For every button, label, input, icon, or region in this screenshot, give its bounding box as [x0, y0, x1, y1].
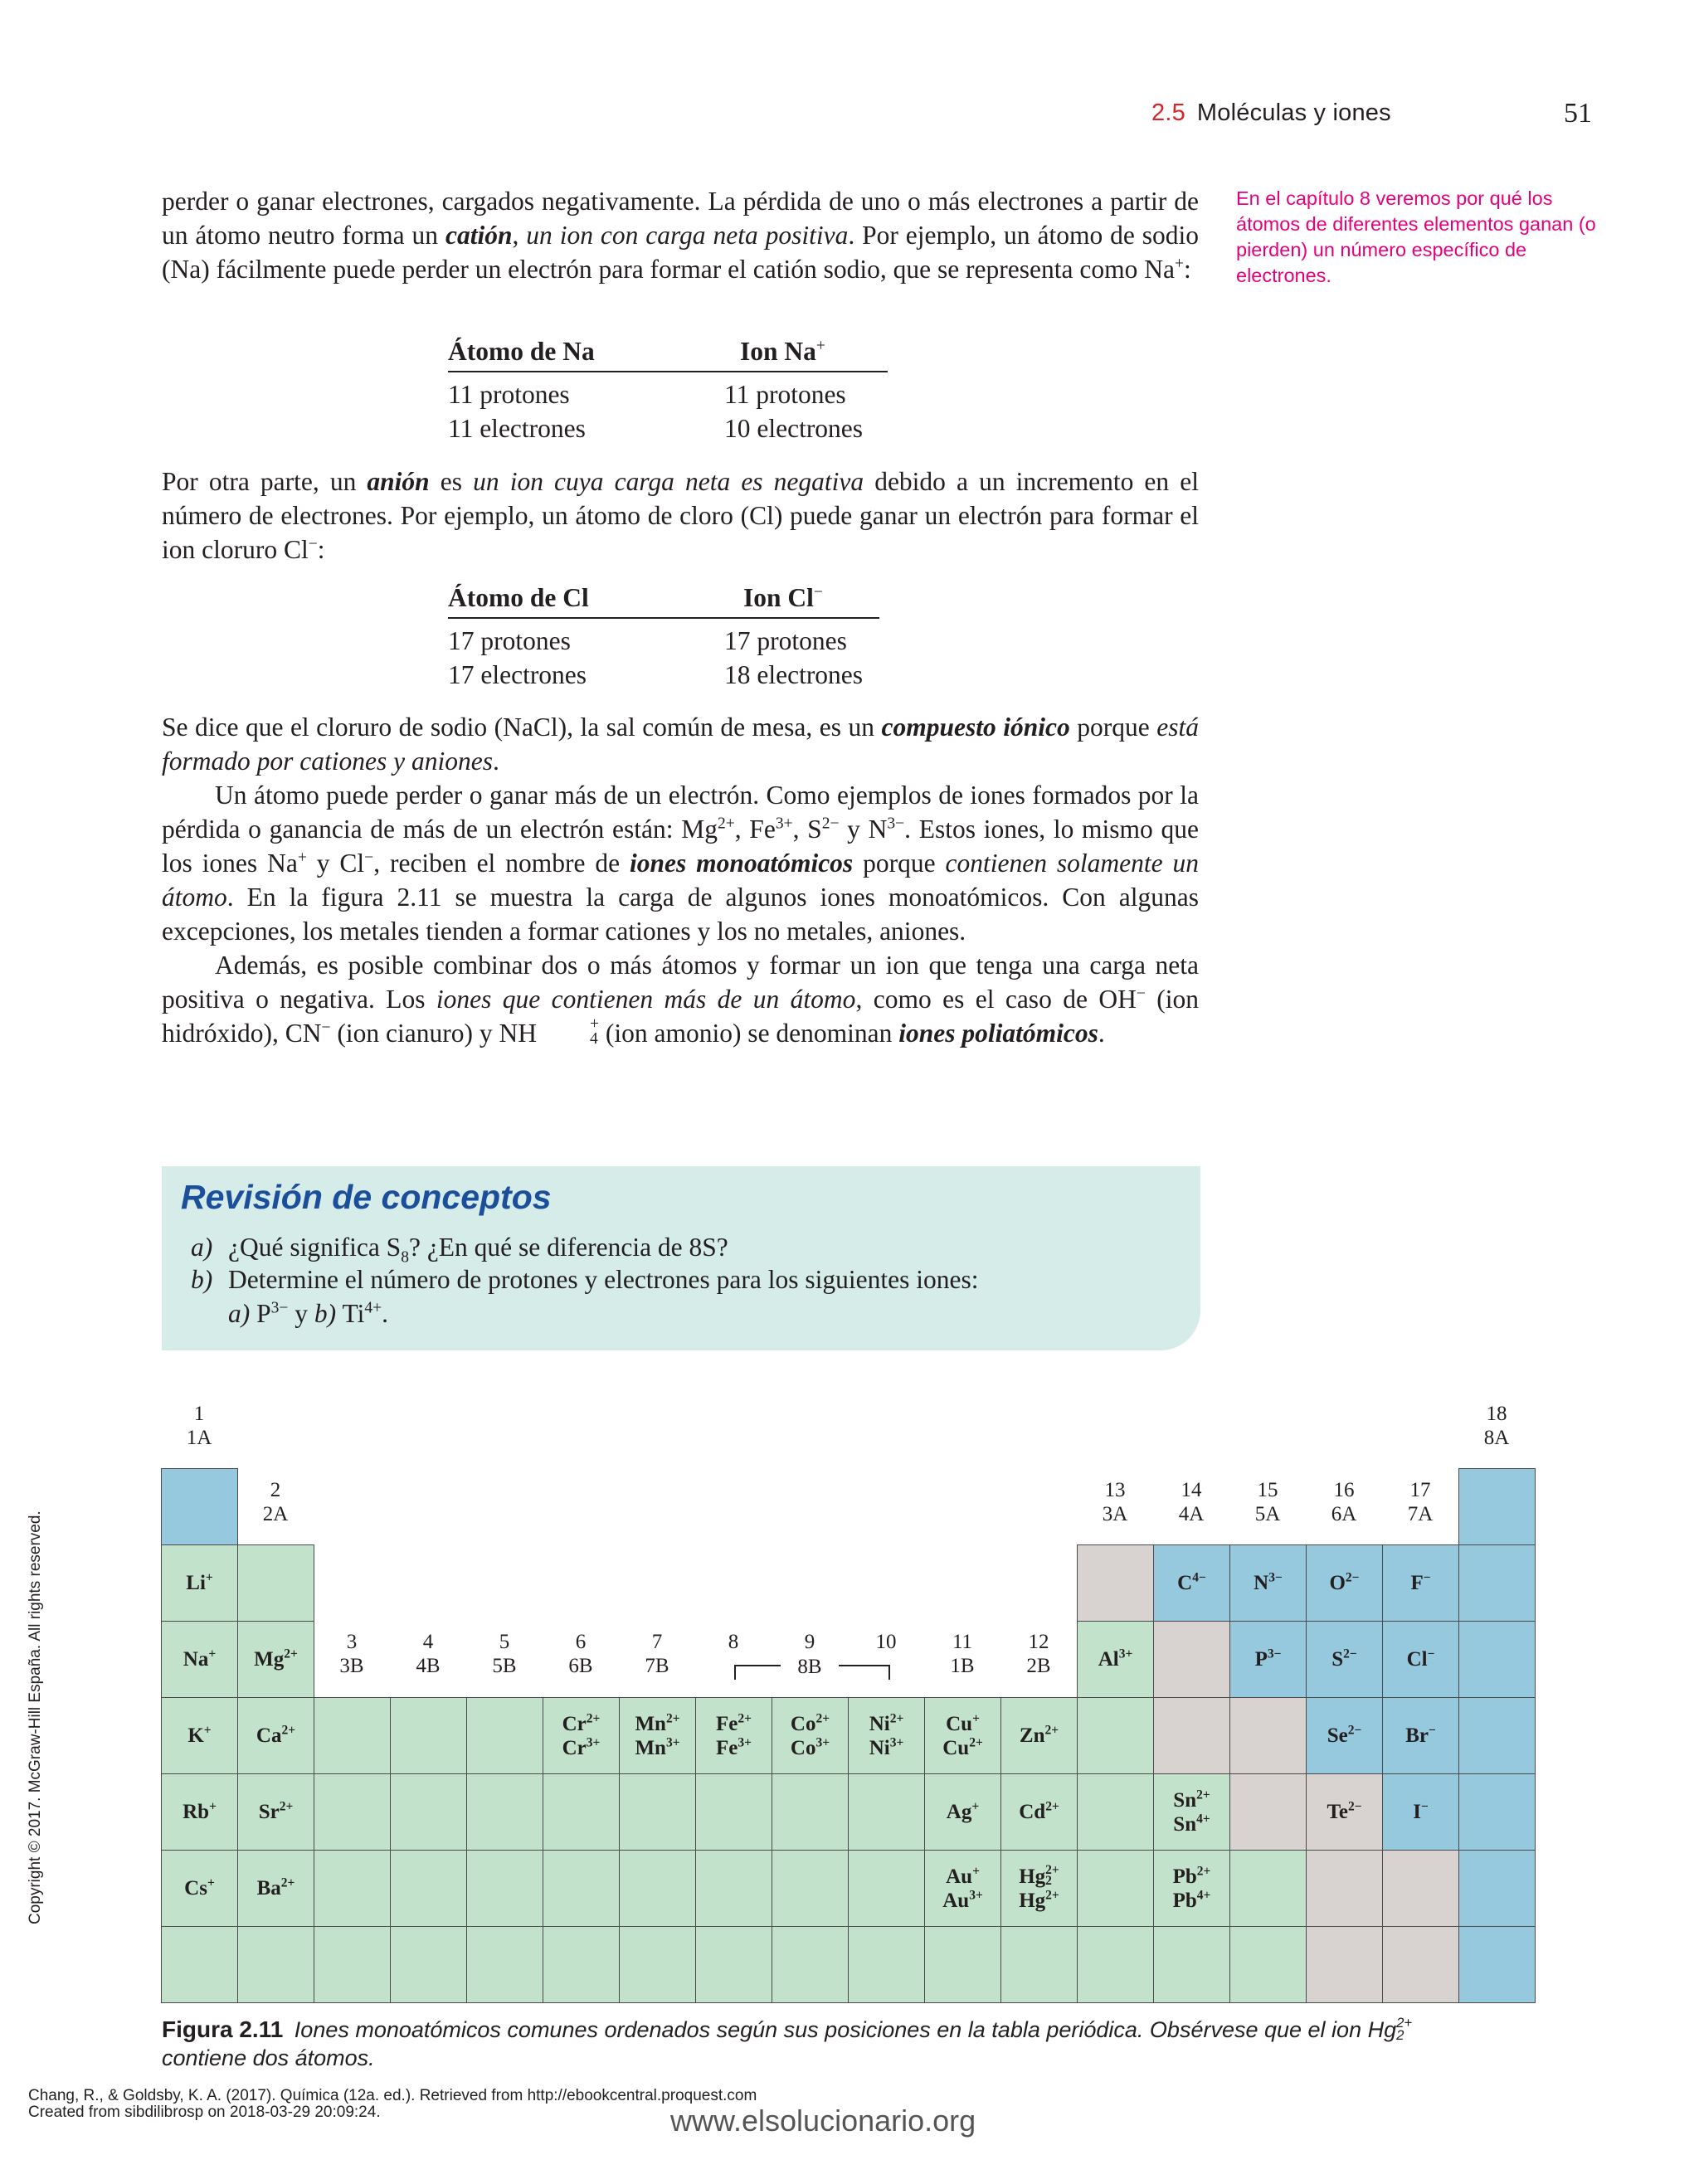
cell-rf: [390, 1926, 467, 2003]
figure-label: Figura 2.11: [162, 2016, 284, 2042]
cell-ts: [1382, 1926, 1459, 2003]
cell-la: [314, 1850, 391, 1927]
group-label-8: 8: [728, 1631, 739, 1653]
margin-note: En el capítulo 8 veremos por qué los átomos de diferentes elementos ganan (o pierden) un número específico de electrones.: [1236, 187, 1596, 286]
cell-rg: [924, 1926, 1001, 2003]
cell-as: [1229, 1697, 1307, 1774]
cell-se: $Se^{2-}$: [1306, 1697, 1383, 1774]
cell-n: $N^{3-}$: [1229, 1544, 1307, 1622]
cell-re: [619, 1850, 696, 1927]
cell-ds: [848, 1926, 925, 2003]
cell-ba: $Ba^{2+}$: [237, 1850, 314, 1927]
group-label-7: 7 7B: [645, 1631, 669, 1677]
cell-cl: Cl−: [1382, 1621, 1459, 1698]
cell-i: I−: [1382, 1773, 1459, 1851]
table-cell: 10 electrones: [724, 414, 864, 443]
citation-line: Chang, R., & Goldsby, K. A. (2017). Química (12a. ed.). Retrieved from http://ebookcentral.proquest.com: [28, 2087, 757, 2104]
cell-fl: [1153, 1926, 1230, 2003]
cell-fe: $Fe^{2+}$ $Fe^{3+}$: [695, 1697, 772, 1774]
cell-ti: [390, 1697, 467, 1774]
group-label-3: 3 3B: [339, 1631, 364, 1677]
cell-pd: [848, 1773, 925, 1851]
review-item-b-text: Determine el número de protones y electrones para los siguientes iones:: [228, 1265, 979, 1294]
cell-zr: [390, 1773, 467, 1851]
review-item-b: b): [191, 1265, 213, 1294]
group-label-15: 15 5A: [1254, 1479, 1281, 1525]
cell-te: $Te^{2-}$: [1306, 1773, 1383, 1851]
review-title: Revisión de conceptos: [181, 1178, 552, 1216]
cell-cs: Cs+: [161, 1850, 238, 1927]
cell-bh: [619, 1926, 696, 2003]
cell-rn: [1458, 1850, 1536, 1927]
cell-os: [695, 1850, 772, 1927]
group-label-2: 2 2A: [262, 1479, 289, 1525]
group-label-6: 6 6B: [568, 1631, 593, 1677]
group-label-14: 14 4A: [1178, 1479, 1205, 1525]
cell-co: $Co^{2+}$ $Co^{3+}$: [772, 1697, 849, 1774]
cell-b: [1077, 1544, 1154, 1622]
cell-sb: [1229, 1773, 1307, 1851]
table-cl-header-ion: Ion Cl−: [743, 583, 823, 612]
cell-po: [1306, 1850, 1383, 1927]
cell-xe: [1458, 1773, 1536, 1851]
table-cell: 11 protones: [724, 380, 846, 409]
cell-cr: $Cr^{2+}$ $Cr^{3+}$: [543, 1697, 620, 1774]
cell-cn: [1000, 1926, 1078, 2003]
cell-ar: [1458, 1621, 1536, 1698]
cell-w: [543, 1850, 620, 1927]
paragraph-cation: perder o ganar electrones, cargados negativamente. La pérdida de uno o más electrones a partir de un átomo neutro forma un catión, un ion con carga neta positiva. Por ejemplo, un átomo de sodio (Na) fácilmente puede perder un electrón para formar el catión sodio, que se representa como Na+:: [162, 187, 1200, 284]
cell-db: [466, 1926, 543, 2003]
cell-be: [237, 1544, 314, 1622]
cell-o: $O^{2-}$: [1306, 1544, 1383, 1622]
cell-at: [1382, 1850, 1459, 1927]
cell-cu: Cu+ $Cu^{2+}$: [924, 1697, 1001, 1774]
group-label-1: 1 1A: [186, 1403, 212, 1449]
cell-ca: $Ca^{2+}$: [237, 1697, 314, 1774]
cell-au: Au+ $Au^{3+}$: [924, 1850, 1001, 1927]
cell-bi: [1229, 1850, 1307, 1927]
cell-sr: $Sr^{2+}$: [237, 1773, 314, 1851]
cell-c: $C^{4-}$: [1153, 1544, 1230, 1622]
paragraph-monoatomic: Un átomo puede perder o ganar más de un electrón. Como ejemplos de iones formados por la pérdida o ganancia de más de un electrón están: $Mg^{2+}$, $Fe^{3+}$, $S^{2-}$ y $N^{3-}$. Estos iones, lo mismo que los iones Na+ y Cl−, reciben el nombre de iones monoatómicos porque contienen solamente un átomo. En la figura 2.11 se muestra la carga de algunos iones monoatómicos. Con algunas excepciones, los metales tienden a formar cationes y los no metales, aniones.: [162, 781, 1200, 946]
group-label-9: 9: [804, 1631, 815, 1653]
paragraph-polyatomic: Además, es posible combinar dos o más átomos y formar un ion que tenga una carga neta positiva o negativa. Los iones que contienen más de un átomo, como es el caso de OH− (ion hidróxido), CN− (ion cianuro) y NH + 4 (ion amonio) se denominan iones poliatómicos.: [162, 951, 1199, 1048]
cell-hs: [695, 1926, 772, 2003]
paragraph-anion: Por otra parte, un anión es un ion cuya carga neta es negativa debido a un incremento en el número de electrones. Por ejemplo, un átomo de cloro (Cl) puede ganar un electrón para formar el ion cloruro Cl−:: [162, 467, 1199, 564]
cell-v: [466, 1697, 543, 1774]
table-cell: 11 electrones: [448, 414, 586, 443]
table-na-header-atom: Átomo de Na: [448, 337, 595, 366]
section-title: Moléculas y iones: [1196, 100, 1391, 126]
cell-ni: $Ni^{2+}$ $Ni^{3+}$: [848, 1697, 925, 1774]
group-label-8b: 8B: [781, 1655, 839, 1679]
review-item-b-ions: a) $P^{3-}$ y b) $Ti^{4+}$.: [228, 1299, 389, 1328]
cell-al: $Al^{3+}$: [1077, 1621, 1154, 1698]
cell-rb: Rb+: [161, 1773, 238, 1851]
cell-mg: $Mg^{2+}$: [237, 1621, 314, 1698]
cell-ac: [314, 1926, 391, 2003]
cell-nb: [466, 1773, 543, 1851]
page-number: 51: [1564, 98, 1592, 129]
table-cell: 17 electrones: [448, 660, 587, 689]
cell-ag: Ag+: [924, 1773, 1001, 1851]
review-item-a-text: ¿Qué significa $S_8$? ¿En qué se diferencia de 8S?: [228, 1233, 728, 1267]
group-label-12: 12 2B: [1026, 1631, 1051, 1677]
caption-text: Iones monoatómicos comunes ordenados según sus posiciones en la tabla periódica. Obsérvese que el ion Hg 2+ 2 contiene dos átomos.: [162, 2015, 1413, 2070]
term-polyatomic: iones poliatómicos: [898, 1019, 1098, 1048]
cell-na: Na+: [161, 1621, 238, 1698]
cell-sg: [543, 1926, 620, 2003]
group-label-5: 5 5B: [492, 1631, 517, 1677]
cell-ra: [237, 1926, 314, 2003]
cell-h: [161, 1468, 238, 1545]
cell-hf: [390, 1850, 467, 1927]
created-line: Created from sibdilibrosp on 2018-03-29 20:09:24.: [28, 2104, 381, 2121]
review-item-a: a): [191, 1233, 213, 1262]
cell-f: F−: [1382, 1544, 1459, 1622]
table-cl-header-atom: Átomo de Cl: [448, 583, 589, 612]
cell-y: [314, 1773, 391, 1851]
term-ionic-compound: compuesto iónico: [881, 713, 1070, 742]
cell-p: $P^{3-}$: [1229, 1621, 1307, 1698]
cell-mc: [1229, 1926, 1307, 2003]
table-cell: 11 protones: [448, 380, 570, 409]
cell-og: [1458, 1926, 1536, 2003]
cell-sc: [314, 1697, 391, 1774]
cell-ge: [1153, 1697, 1230, 1774]
cell-hg: Hg 2+ 2 $Hg^{2+}$: [1000, 1850, 1078, 1927]
cell-ga: [1077, 1697, 1154, 1774]
group-label-10: 10: [875, 1631, 897, 1653]
cell-lv: [1306, 1926, 1383, 2003]
cell-ru: [695, 1773, 772, 1851]
term-cation: catión: [445, 221, 513, 250]
cell-he: [1458, 1468, 1536, 1545]
cell-cd: $Cd^{2+}$: [1000, 1773, 1078, 1851]
table-cell: 17 protones: [724, 626, 847, 655]
copyright-notice: Copyright © 2017. McGraw-Hill España. All rights reserved.: [27, 1510, 44, 1924]
cell-rh: [772, 1773, 849, 1851]
figure-caption: [162, 2016, 1456, 2072]
cell-pt: [848, 1850, 925, 1927]
cell-nh: [1077, 1926, 1154, 2003]
cell-br: Br−: [1382, 1697, 1459, 1774]
cell-fr: [161, 1926, 238, 2003]
group-label-16: 16 6A: [1331, 1479, 1357, 1525]
table-cell: 17 protones: [448, 626, 571, 655]
cell-zn: $Zn^{2+}$: [1000, 1697, 1078, 1774]
group-label-18: 18 8A: [1483, 1403, 1510, 1449]
term-monoatomic: iones monoatómicos: [630, 849, 854, 878]
cell-tl: [1077, 1850, 1154, 1927]
cell-tc: [619, 1773, 696, 1851]
cell-si: [1153, 1621, 1230, 1698]
group-label-17: 17 7A: [1407, 1479, 1434, 1525]
cell-li: Li+: [161, 1544, 238, 1622]
section-number: 2.5: [1151, 100, 1185, 126]
cell-in: [1077, 1773, 1154, 1851]
cell-mn: $Mn^{2+}$ $Mn^{3+}$: [619, 1697, 696, 1774]
group-label-13: 13 3A: [1102, 1479, 1128, 1525]
cell-ne: [1458, 1544, 1536, 1622]
cell-ir: [772, 1850, 849, 1927]
cell-pb: $Pb^{2+}$ $Pb^{4+}$: [1153, 1850, 1230, 1927]
cell-mt: [772, 1926, 849, 2003]
cell-ta: [466, 1850, 543, 1927]
term-anion: anión: [367, 467, 430, 496]
watermark: www.elsolucionario.org: [670, 2104, 976, 2138]
paragraph-ionic: Se dice que el cloruro de sodio (NaCl), la sal común de mesa, es un compuesto iónico porque está formado por cationes y aniones.: [162, 713, 1199, 776]
table-cell: 18 electrones: [724, 660, 864, 689]
cell-mo: [543, 1773, 620, 1851]
group-label-4: 4 4B: [416, 1631, 441, 1677]
cell-kr: [1458, 1697, 1536, 1774]
table-na-header-ion: Ion Na+: [740, 337, 825, 366]
cell-sn: $Sn^{2+}$ $Sn^{4+}$: [1153, 1773, 1230, 1851]
cell-k: K+: [161, 1697, 238, 1774]
cell-s: $S^{2-}$: [1306, 1621, 1383, 1698]
group-label-11: 11 1B: [950, 1631, 975, 1677]
